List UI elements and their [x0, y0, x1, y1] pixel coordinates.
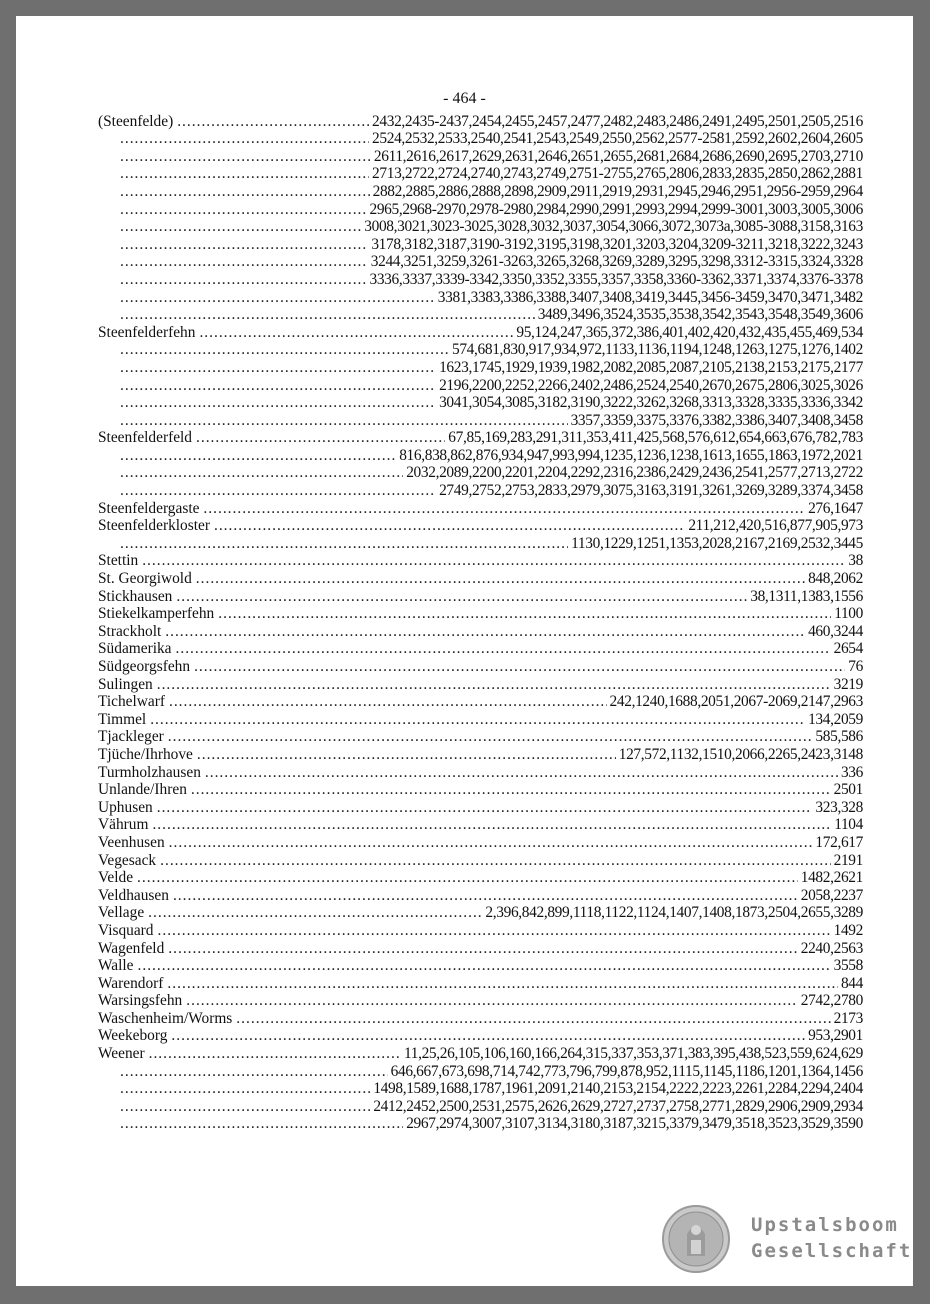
- index-entry: [16, 675, 913, 693]
- dot-leader: [120, 201, 366, 218]
- index-entry-line: [16, 833, 913, 851]
- place-name: Visquard: [98, 921, 154, 939]
- dot-leader: [165, 623, 805, 640]
- index-entry-line: [16, 904, 913, 922]
- index-entry-line: [16, 710, 913, 728]
- page-number: - 464 -: [443, 90, 486, 107]
- dot-leader: [152, 816, 831, 833]
- reference-numbers: 67,85,169,283,291,311,353,411,425,568,576,612,654,663,676,782,783: [448, 429, 863, 447]
- dot-leader: [203, 500, 805, 517]
- reference-numbers: 3041,3054,3085,3182,3190,3222,3262,3268,3313,3328,3335,3336,3342: [439, 394, 863, 412]
- index-entry-line: [16, 798, 913, 816]
- dot-leader: [120, 1063, 388, 1080]
- index-continuation-line: [16, 341, 913, 359]
- reference-numbers: 848,2062: [808, 570, 863, 588]
- dot-leader: [176, 640, 831, 657]
- dot-leader: [168, 940, 797, 957]
- index-entry: [16, 499, 913, 517]
- reference-numbers: 2611,2616,2617,2629,2631,2646,2651,2655,2681,2684,2686,2690,2695,2703,2710: [373, 147, 863, 165]
- index-entry: [16, 957, 913, 975]
- dot-leader: [169, 693, 607, 710]
- reference-numbers: 95,124,247,365,372,386,401,402,420,432,435,455,469,534: [516, 323, 863, 341]
- reference-numbers: 2412,2452,2500,2531,2575,2626,2629,2727,2737,2758,2771,2829,2906,2909,2934: [373, 1097, 863, 1115]
- dot-leader: [120, 394, 436, 411]
- reference-numbers: 585,586: [815, 728, 863, 746]
- index-entry-line: [16, 1027, 913, 1045]
- place-name: Turmholzhausen: [98, 763, 201, 781]
- index-entry: [16, 974, 913, 992]
- index-entry: [16, 992, 913, 1010]
- reference-numbers: 1104: [834, 816, 863, 834]
- index-entry: [16, 869, 913, 887]
- dot-leader: [120, 482, 436, 499]
- index-entry: [16, 833, 913, 851]
- index-continuation-line: [16, 235, 913, 253]
- reference-numbers: 127,572,1132,1510,2066,2265,2423,3148: [618, 745, 863, 763]
- index-continuation-line: [16, 534, 913, 552]
- reference-numbers: 2654: [833, 640, 863, 658]
- place-name: Steenfelderfehn: [98, 323, 196, 341]
- place-name: Weekeborg: [98, 1027, 168, 1045]
- index-entry: [16, 552, 913, 570]
- reference-numbers: 1100: [834, 605, 863, 623]
- index-entry-line: [16, 657, 913, 675]
- index-entry-line: [16, 851, 913, 869]
- place-name: Tjackleger: [98, 728, 164, 746]
- place-name: Wagenfeld: [98, 939, 165, 957]
- reference-numbers: 172,617: [815, 833, 863, 851]
- index-continuation-line: [16, 218, 913, 236]
- index-entry-line: [16, 816, 913, 834]
- place-index: [16, 112, 913, 1132]
- index-entry-line: [16, 675, 913, 693]
- reference-numbers: 1623,1745,1929,1939,1982,2082,2085,2087,2105,2138,2153,2175,2177: [439, 358, 863, 376]
- reference-numbers: 1498,1589,1688,1787,1961,2091,2140,2153,2154,2222,2223,2261,2284,2294,2404: [373, 1080, 863, 1098]
- dot-leader: [148, 904, 482, 921]
- document-page: [16, 16, 913, 1286]
- index-entry-line: [16, 921, 913, 939]
- index-continuation-line: [16, 411, 913, 429]
- place-name: Veenhusen: [98, 833, 165, 851]
- reference-numbers: 2742,2780: [800, 992, 863, 1010]
- index-entry-line: [16, 957, 913, 975]
- reference-numbers: 3219: [833, 675, 863, 693]
- place-name: (Steenfelde): [98, 112, 174, 130]
- reference-numbers: 2,396,842,899,1118,1122,1124,1407,1408,1873,2504,2655,3289: [485, 904, 863, 922]
- index-continuation-line: [16, 358, 913, 376]
- reference-numbers: 3336,3337,3339-3342,3350,3352,3355,3357,3358,3360-3362,3371,3374,3376-3378: [369, 270, 863, 288]
- place-name: Sulingen: [98, 675, 153, 693]
- index-entry-line: [16, 552, 913, 570]
- place-name: Waschenheim/Worms: [98, 1009, 233, 1027]
- dot-leader: [173, 887, 798, 904]
- index-entry: [16, 1044, 913, 1132]
- index-entry: [16, 693, 913, 711]
- index-entry-line: [16, 886, 913, 904]
- place-name: Velde: [98, 869, 134, 887]
- index-continuation-line: [16, 1080, 913, 1098]
- place-name: Uphusen: [98, 798, 153, 816]
- place-name: Warsingsfehn: [98, 992, 183, 1010]
- reference-numbers: 2967,2974,3007,3107,3134,3180,3187,3215,3379,3479,3518,3523,3529,3590: [406, 1115, 863, 1133]
- index-continuation-line: [16, 288, 913, 306]
- index-entry: [16, 851, 913, 869]
- logo-line-1: Upstalsboom: [751, 1214, 899, 1236]
- dot-leader: [120, 535, 568, 552]
- dot-leader: [120, 130, 369, 147]
- index-entry: [16, 745, 913, 763]
- dot-leader: [120, 341, 449, 358]
- reference-numbers: 3178,3182,3187,3190-3192,3195,3198,3201,3203,3204,3209-3211,3218,3222,3243: [371, 235, 863, 253]
- index-entry: [16, 569, 913, 587]
- reference-numbers: 460,3244: [808, 622, 863, 640]
- dot-leader: [142, 552, 845, 569]
- reference-numbers: 1492: [833, 921, 863, 939]
- reference-numbers: 38: [848, 552, 863, 570]
- reference-numbers: 1482,2621: [800, 869, 863, 887]
- index-entry: [16, 728, 913, 746]
- dot-leader: [150, 711, 805, 728]
- index-continuation-line: [16, 253, 913, 271]
- index-entry-line: [16, 745, 913, 763]
- reference-numbers: 38,1311,1383,1556: [750, 587, 863, 605]
- dot-leader: [120, 289, 435, 306]
- reference-numbers: 574,681,830,917,934,972,1133,1136,1194,1248,1263,1275,1276,1402: [451, 341, 863, 359]
- index-entry: [16, 904, 913, 922]
- reference-numbers: 844: [840, 974, 863, 992]
- dot-leader: [167, 975, 838, 992]
- reference-numbers: 2501: [833, 781, 863, 799]
- place-name: Unlande/Ihren: [98, 781, 187, 799]
- dot-leader: [191, 781, 831, 798]
- dot-leader: [120, 1098, 370, 1115]
- reference-numbers: 3381,3383,3386,3388,3407,3408,3419,3445,3456-3459,3470,3471,3482: [437, 288, 863, 306]
- index-continuation-line: [16, 446, 913, 464]
- reference-numbers: 134,2059: [808, 710, 863, 728]
- society-logo: [661, 1204, 913, 1274]
- index-continuation-line: [16, 165, 913, 183]
- index-entry: [16, 921, 913, 939]
- index-entry-line: [16, 763, 913, 781]
- reference-numbers: 276,1647: [808, 499, 863, 517]
- index-entry-line: [16, 517, 913, 535]
- reference-numbers: 2032,2089,2200,2201,2204,2292,2316,2386,2429,2436,2541,2577,2713,2722: [406, 464, 863, 482]
- place-name: Vährum: [98, 816, 149, 834]
- index-entry: [16, 710, 913, 728]
- reference-numbers: 211,212,420,516,877,905,973: [688, 517, 863, 535]
- dot-leader: [120, 359, 436, 376]
- index-continuation-line: [16, 394, 913, 412]
- reference-numbers: 953,2901: [808, 1027, 863, 1045]
- reference-numbers: 3008,3021,3023-3025,3028,3032,3037,3054,3066,3072,3073a,3085-3088,3158,3163: [364, 218, 863, 236]
- index-continuation-line: [16, 182, 913, 200]
- dot-leader: [196, 429, 445, 446]
- reference-numbers: 2191: [833, 851, 863, 869]
- dot-leader: [120, 377, 436, 394]
- index-entry-line: [16, 605, 913, 623]
- reference-numbers: 11,25,26,105,106,160,166,264,315,337,353,371,383,395,438,523,559,624,629: [403, 1045, 863, 1063]
- reference-numbers: 2749,2752,2753,2833,2979,3075,3163,3191,3261,3269,3289,3374,3458: [439, 482, 863, 500]
- place-name: Tichelwarf: [98, 693, 165, 711]
- place-name: Südamerika: [98, 640, 172, 658]
- place-name: Steenfelderkloster: [98, 517, 210, 535]
- index-continuation-line: [16, 1097, 913, 1115]
- dot-leader: [236, 1010, 830, 1027]
- dot-leader: [120, 236, 368, 253]
- dot-leader: [171, 1027, 805, 1044]
- dot-leader: [168, 728, 813, 745]
- index-entry: [16, 1009, 913, 1027]
- dot-leader: [120, 1080, 370, 1097]
- dot-leader: [157, 799, 813, 816]
- dot-leader: [205, 764, 838, 781]
- index-entry-line: [16, 587, 913, 605]
- dot-leader: [157, 676, 831, 693]
- reference-numbers: 2713,2722,2724,2740,2743,2749,2751-2755,2765,2806,2833,2835,2850,2862,2881: [372, 165, 863, 183]
- dot-leader: [149, 1045, 401, 1062]
- dot-leader: [120, 1115, 403, 1132]
- place-name: Walle: [98, 957, 134, 975]
- reference-numbers: 646,667,673,698,714,742,773,796,799,878,952,1115,1145,1186,1201,1364,1456: [390, 1062, 863, 1080]
- index-entry: [16, 1027, 913, 1045]
- reference-numbers: 76: [848, 658, 863, 675]
- reference-numbers: 323,328: [815, 798, 863, 816]
- dot-leader: [120, 412, 568, 429]
- dot-leader: [120, 447, 396, 464]
- dot-leader: [120, 306, 535, 323]
- dot-leader: [196, 570, 805, 587]
- dot-leader: [120, 464, 403, 481]
- index-continuation-line: [16, 147, 913, 165]
- index-entry: [16, 323, 913, 429]
- index-continuation-line: [16, 376, 913, 394]
- place-name: Südgeorgsfehn: [98, 658, 191, 675]
- index-entry: [16, 798, 913, 816]
- index-continuation-line: [16, 1062, 913, 1080]
- dot-leader: [158, 922, 831, 939]
- index-entry-line: [16, 728, 913, 746]
- index-entry: [16, 939, 913, 957]
- dot-leader: [186, 992, 797, 1009]
- index-entry-line: [16, 569, 913, 587]
- index-entry-line: [16, 992, 913, 1010]
- place-name: Stickhausen: [98, 587, 173, 605]
- index-entry: [16, 886, 913, 904]
- dot-leader: [120, 271, 366, 288]
- index-entry: [16, 605, 913, 623]
- index-entry-line: [16, 429, 913, 447]
- reference-numbers: 3558: [833, 957, 863, 975]
- index-entry-line: [16, 640, 913, 658]
- reference-numbers: 3244,3251,3259,3261-3263,3265,3268,3269,3289,3295,3298,3312-3315,3324,3328: [370, 253, 863, 271]
- place-name: Vellage: [98, 904, 145, 922]
- reference-numbers: 336: [840, 763, 863, 781]
- reference-numbers: 1130,1229,1251,1353,2028,2167,2169,2532,3445: [571, 534, 863, 552]
- dot-leader: [177, 113, 369, 130]
- place-name: Vegesack: [98, 851, 157, 869]
- dot-leader: [120, 253, 368, 270]
- place-name: St. Georgiwold: [98, 570, 192, 588]
- index-continuation-line: [16, 306, 913, 324]
- place-name: Strackholt: [98, 622, 162, 640]
- reference-numbers: 2432,2435-2437,2454,2455,2457,2477,2482,2483,2486,2491,2495,2501,2505,2516: [372, 112, 863, 130]
- index-entry: [16, 517, 913, 552]
- index-entry-line: [16, 869, 913, 887]
- index-continuation-line: [16, 130, 913, 148]
- index-entry: [16, 640, 913, 658]
- index-entry: [16, 429, 913, 499]
- index-entry: [16, 587, 913, 605]
- reference-numbers: 3357,3359,3375,3376,3382,3386,3407,3408,3458: [570, 411, 863, 429]
- dot-leader: [169, 834, 813, 851]
- index-entry-line: [16, 622, 913, 640]
- index-entry-line: [16, 1009, 913, 1027]
- dot-leader: [120, 218, 361, 235]
- dot-leader: [214, 517, 685, 534]
- place-name: Warendorf: [98, 974, 164, 992]
- dot-leader: [137, 869, 798, 886]
- reference-numbers: 2173: [833, 1009, 863, 1027]
- reference-numbers: 2882,2885,2886,2888,2898,2909,2911,2919,2931,2945,2946,2951,2956-2959,2964: [372, 182, 863, 200]
- seal-icon: [661, 1204, 731, 1274]
- index-continuation-line: [16, 270, 913, 288]
- index-entry-line: [16, 693, 913, 711]
- dot-leader: [194, 658, 845, 675]
- index-continuation-line: [16, 481, 913, 499]
- index-entry-line: [16, 781, 913, 799]
- place-name: Steenfeldergaste: [98, 499, 200, 517]
- place-name: Weener: [98, 1045, 145, 1063]
- place-name: Stettin: [98, 552, 139, 570]
- index-entry-line: [16, 323, 913, 341]
- dot-leader: [120, 183, 370, 200]
- reference-numbers: 2058,2237: [800, 886, 863, 904]
- dot-leader: [176, 588, 747, 605]
- reference-numbers: 242,1240,1688,2051,2067-2069,2147,2963: [609, 693, 863, 711]
- dot-leader: [120, 165, 369, 182]
- reference-numbers: 2240,2563: [800, 939, 863, 957]
- reference-numbers: 816,838,862,876,934,947,993,994,1235,1236,1238,1613,1655,1863,1972,2021: [399, 446, 863, 464]
- index-continuation-line: [16, 1115, 913, 1133]
- index-entry: [16, 763, 913, 781]
- place-name: Tjüche/Ihrhove: [98, 745, 193, 763]
- dot-leader: [199, 324, 513, 341]
- index-entry: [16, 816, 913, 834]
- reference-numbers: 2965,2968-2970,2978-2980,2984,2990,2991,2993,2994,2999-3001,3003,3005,3006: [369, 200, 863, 218]
- index-continuation-line: [16, 464, 913, 482]
- dot-leader: [138, 957, 831, 974]
- logo-line-2: Gesellschaft: [751, 1240, 913, 1262]
- index-continuation-line: [16, 200, 913, 218]
- place-name: Timmel: [98, 710, 147, 728]
- reference-numbers: 2196,2200,2252,2266,2402,2486,2524,2540,2670,2675,2806,3025,3026: [439, 376, 863, 394]
- logo-text: [751, 1212, 912, 1264]
- index-entry: [16, 657, 913, 675]
- dot-leader: [218, 605, 831, 622]
- index-entry-line: [16, 499, 913, 517]
- dot-leader: [120, 148, 371, 165]
- index-entry-line: [16, 1044, 913, 1062]
- index-entry-line: [16, 112, 913, 130]
- reference-numbers: 3489,3496,3524,3535,3538,3542,3543,3548,3549,3606: [537, 306, 863, 324]
- place-name: Steenfelderfeld: [98, 429, 193, 447]
- index-entry: [16, 781, 913, 799]
- place-name: Stiekelkamperfehn: [98, 605, 215, 623]
- place-name: Veldhausen: [98, 886, 169, 904]
- dot-leader: [160, 852, 830, 869]
- index-entry-line: [16, 939, 913, 957]
- reference-numbers: 2524,2532,2533,2540,2541,2543,2549,2550,2562,2577-2581,2592,2602,2604,2605: [372, 130, 863, 148]
- index-entry: [16, 112, 913, 323]
- dot-leader: [197, 746, 616, 763]
- index-entry: [16, 622, 913, 640]
- index-entry-line: [16, 974, 913, 992]
